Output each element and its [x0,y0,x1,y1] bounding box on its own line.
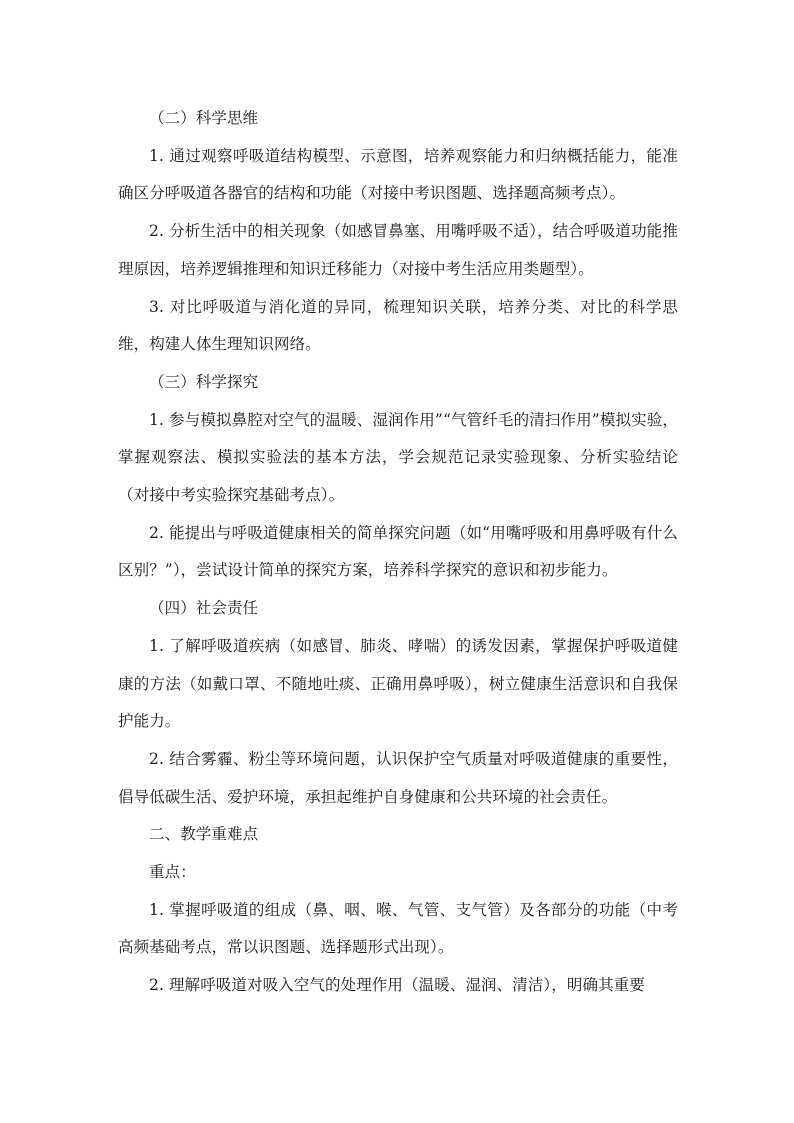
paragraph: 2. 能提出与呼吸道健康相关的简单探究问题（如“用嘴呼吸和用鼻呼吸有什么区别？”），尝试设计简单的探究方案，培养科学探究的意识和初步能力。 [118,523,678,580]
document-page [118,100,678,1005]
paragraph: 2. 分析生活中的相关现象（如感冒鼻塞、用嘴呼吸不适），结合呼吸道功能推理原因，培养逻辑推理和知识迁移能力（对接中考生活应用类题型）。 [118,222,678,278]
paragraph: 1. 参与模拟鼻腔对空气的温暖、湿润作用”“气管纤毛的清扫作用”模拟实验，掌握观察法、模拟实验法的基本方法，学会规范记录实验现象、分析实验结论（对接中考实验探究基础考点）。 [118,410,678,505]
paragraph: 2. 结合雾霾、粉尘等环境问题，认识保护空气质量对呼吸道健康的重要性，倡导低碳生活、爱护环境，承担起维护自身健康和公共环境的社会责任。 [118,749,678,806]
section-heading-scientific-inquiry: （三）科学探究 [149,372,259,391]
subheading-key-points: 重点： [149,863,196,882]
paragraph: 1. 掌握呼吸道的组成（鼻、咽、喉、气管、支气管）及各部分的功能（中考高频基础考点，常以识图题、选择题形式出现）。 [118,900,678,957]
paragraph: 2. 理解呼吸道对吸入空气的处理作用（温暖、湿润、清洁），明确其重要 [149,976,645,995]
paragraph: 3. 对比呼吸道与消化道的异同，梳理知识关联，培养分类、对比的科学思维，构建人体生理知识网络。 [118,297,678,354]
paragraph: 1. 了解呼吸道疾病（如感冒、肺炎、哮喘）的诱发因素，掌握保护呼吸道健康的方法（如戴口罩、不随地吐痰、正确用鼻呼吸），树立健康生活意识和自我保护能力。 [118,636,678,731]
paragraph: 1. 通过观察呼吸道结构模型、示意图，培养观察能力和归纳概括能力，能准确区分呼吸道各器官的结构和功能（对接中考识图题、选择题高频考点）。 [118,146,678,203]
section-heading-social-responsibility: （四）社会责任 [149,599,259,618]
section-heading-scientific-thinking: （二）科学思维 [149,109,259,127]
section-heading-teaching-key-points: 二、教学重难点 [149,825,259,844]
